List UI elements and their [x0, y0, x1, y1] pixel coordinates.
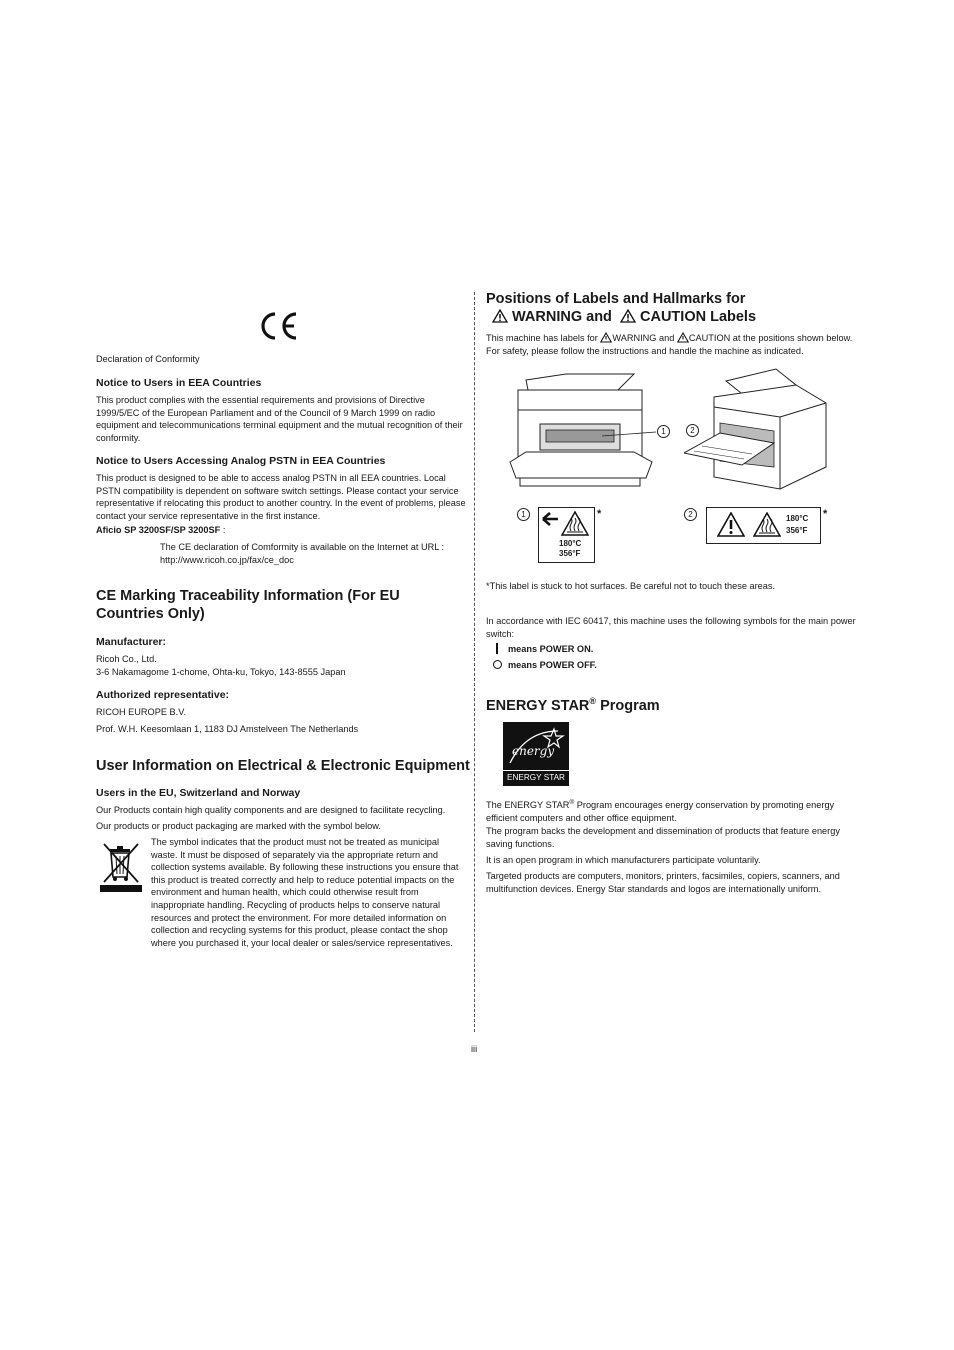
label-2-asterisk: *	[823, 508, 828, 520]
ce-doc-url[interactable]: http://www.ricoh.co.jp/fax/ce_doc	[160, 555, 294, 565]
model-line	[96, 524, 225, 537]
hot-label-1	[538, 507, 595, 563]
model-colon: :	[220, 525, 226, 535]
warning-triangle-icon	[492, 309, 508, 323]
printer-rear-illustration	[684, 367, 832, 491]
arrow-left-icon	[541, 511, 559, 527]
energy-p1: The ENERGY STAR® Program encourages energy conservation by promoting energy efficient computers and other office equipment.	[486, 799, 835, 823]
energy-p3: It is an open program in which manufacturers participate voluntarily.	[486, 855, 761, 865]
energy-p4: Targeted products are computers, monitors, printers, facsimiles, copiers, scanners, and multifunction devices. Energy Star standards and logos are internationally uniform.	[486, 871, 840, 894]
power-off-icon	[493, 660, 502, 669]
weee-heading: User Information on Electrical & Electronic Equipment	[96, 758, 470, 774]
authorized-address: Prof. W.H. Keesomlaan 1, 1183 DJ Amstelveen The Netherlands	[96, 724, 359, 734]
energy-logo-text: ENERGY STAR	[503, 770, 569, 784]
crossed-bin-icon	[98, 839, 144, 895]
label-2-number: 2	[684, 508, 697, 521]
power-off-text: means POWER OFF.	[508, 660, 597, 670]
authorized-name: RICOH EUROPE B.V.	[96, 707, 187, 717]
warning-label-icon	[717, 512, 745, 537]
labels-text: This machine has labels for WARNING and CAUTION at the positions shown below. For safety, please follow the instructions and handle the machine as indicated.	[486, 333, 853, 356]
weee-p3: The symbol indicates that the product must not be treated as municipal waste. It must be disposed of separately via the appropriate return and collection systems available. By following these instructions you ensure that this product is treated correctly and help to reduce potential impacts on the environment and human health, which could otherwise result from inappropriate handling. Recycling of products helps to conserve natural resources and protect the environment. For more detailed information on collection and recycling systems for this product, please contact the shop where you purchased it, your local dealer or sales/service representatives.	[151, 837, 459, 948]
column-divider	[474, 292, 475, 1032]
ce-mark-logo	[258, 310, 300, 342]
authorized-label: Authorized representative:	[96, 689, 230, 701]
energy-heading: ENERGY STAR® Program	[486, 696, 660, 714]
manufacturer-address: 3-6 Nakamagome 1-chome, Ohta-ku, Tokyo, 143-8555 Japan	[96, 667, 346, 677]
eea-heading: Notice to Users in EEA Countries	[96, 377, 262, 389]
page-number: iii	[471, 1044, 478, 1054]
declaration-label: Declaration of Conformity	[96, 354, 200, 364]
hot-label-2	[706, 507, 821, 544]
callout-1-front: 1	[657, 425, 670, 438]
label-2-temp-c: 180°C	[786, 514, 809, 523]
model-label: Aficio SP 3200SF/SP 3200SF	[96, 525, 221, 535]
caution-inline-icon	[677, 332, 689, 343]
power-on-icon	[496, 643, 498, 654]
label-1-temp-c: 180°C	[559, 539, 582, 548]
manufacturer-label: Manufacturer:	[96, 636, 167, 648]
hot-note: *This label is stuck to hot surfaces. Be careful not to touch these areas.	[486, 581, 776, 591]
hot-surface-icon	[561, 511, 589, 536]
warning-inline-icon	[600, 332, 612, 343]
warning-word: WARNING and	[512, 309, 612, 325]
weee-p1: Our Products contain high quality components and are designed to facilitate recycling.	[96, 805, 446, 815]
energy-logo-script: energy	[512, 744, 555, 758]
weee-p2: Our products or product packaging are marked with the symbol below.	[96, 821, 381, 831]
label-2-temp-f: 356°F	[786, 526, 808, 535]
hot-surface-icon-2	[753, 512, 781, 537]
eea-text: This product complies with the essential requirements and provisions of Directive 1999/5/EC of the European Parliament and of the Council of 9 March 1999 on radio equipment and telecommunications terminal equipment and the mutual recognition of their conformity.	[96, 395, 463, 443]
labels-heading-line2	[492, 308, 756, 326]
label-1-number: 1	[517, 508, 530, 521]
pstn-text: This product is designed to be able to access analog PSTN in all EEA countries. Local PSTN compatibility is dependent on software switch settings. Please contact your service representative if relocating this product to another country. In the event of problems, please contact your service representative in the first instance.	[96, 473, 466, 521]
power-on-text: means POWER ON.	[508, 644, 594, 654]
callout-2-rear: 2	[686, 424, 699, 437]
caution-triangle-icon	[620, 309, 636, 323]
weee-sub: Users in the EU, Switzerland and Norway	[96, 787, 301, 799]
pstn-heading: Notice to Users Accessing Analog PSTN in EEA Countries	[96, 455, 386, 467]
manufacturer-name: Ricoh Co., Ltd.	[96, 654, 157, 664]
caution-word: CAUTION Labels	[640, 309, 757, 325]
label-1-asterisk: *	[597, 508, 602, 520]
energy-p2: The program backs the development and dissemination of products that feature energy saving functions.	[486, 826, 840, 849]
ce-doc-text: The CE declaration of Comformity is available on the Internet at URL :	[160, 542, 445, 552]
label-1-temp-f: 356°F	[559, 549, 581, 558]
labels-heading-line1: Positions of Labels and Hallmarks for	[486, 291, 746, 307]
energy-star-logo	[503, 722, 569, 786]
printer-front-illustration	[506, 372, 656, 490]
trace-heading: CE Marking Traceability Information (For EU Countries Only)	[96, 588, 400, 622]
iec-text: In accordance with IEC 60417, this machine uses the following symbols for the main power switch:	[486, 616, 856, 639]
